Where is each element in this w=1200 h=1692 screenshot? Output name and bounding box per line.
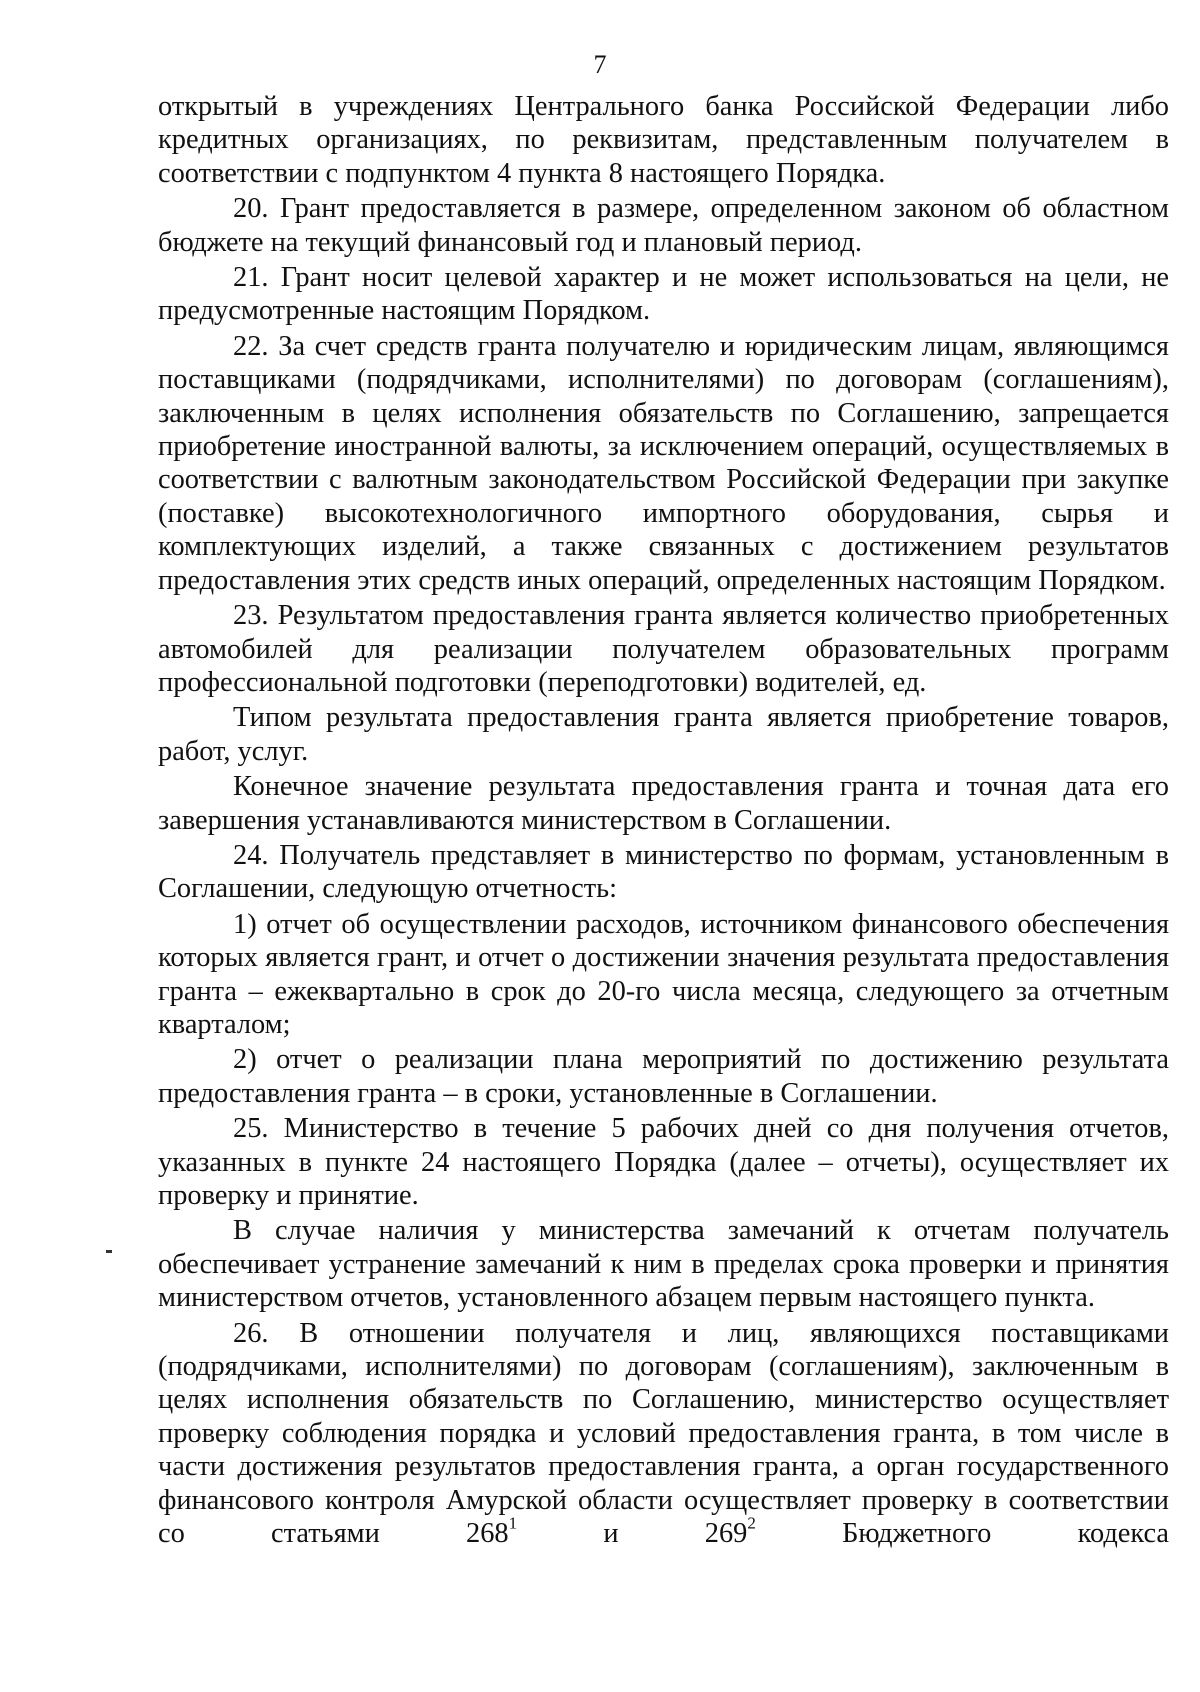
document-body — [158, 90, 1169, 1552]
paragraph-25: 25. Министерство в течение 5 рабочих дней со дня получения отчетов, указанных в пункте 24 настоящего Порядка (далее – отчеты), осуществляет их проверку и принятие. — [158, 1113, 1169, 1211]
superscript-1: 1 — [508, 1513, 518, 1533]
paragraph-26-text-mid: и 269 — [517, 1518, 748, 1550]
paragraph-21: 21. Грант носит целевой характер и не может использоваться на цели, не предусмотренные настоящим Порядком. — [158, 262, 1169, 327]
paragraph-continuation: открытый в учреждениях Центрального банка Российской Федерации либо кредитных организациях, по реквизитам, представленным получателем в соответствии с подпунктом 4 пункта 8 настоящего Порядка. — [158, 91, 1169, 189]
margin-mark — [106, 1250, 112, 1253]
paragraph-26-text-end: Бюджетного кодекса — [755, 1518, 1170, 1550]
paragraph-22: 22. За счет средств гранта получателю и юридическим лицам, являющимся поставщиками (подрядчиками, исполнителями) по договорам (соглашениям), заключенным в целях исполнения обязательств по Соглашению, запрещается приобретение иностранной валюты, за исключением операций, осуществляемых в соответствии с валютным законодательством Российской Федерации при закупке (поставке) высокотехнологичного импортного оборудования, сырья и комплектующих изделий, а также связанных с достижением результатов предоставления этих средств иных операций, определенных настоящим Порядком. — [158, 330, 1169, 596]
paragraph-26 — [158, 1317, 1169, 1551]
list-item-2: 2) отчет о реализации плана мероприятий по достижению результата предоставления гранта – в сроки, установленные в Соглашении. — [158, 1044, 1169, 1109]
superscript-2: 2 — [747, 1513, 756, 1533]
paragraph-remarks: В случае наличия у министерства замечаний к отчетам получатель обеспечивает устранение замечаний к ним в пределах срока проверки и принятия министерством отчетов, установленного абзацем первым настоящего пункта. — [158, 1215, 1169, 1314]
paragraph-result-value: Конечное значение результата предоставления гранта и точная дата его завершения устанавливаются министерством в Соглашении. — [158, 771, 1169, 836]
paragraph-24: 24. Получатель представляет в министерство по формам, установленным в Соглашении, следующую отчетность: — [158, 839, 1169, 905]
paragraph-result-type: Типом результата предоставления гранта является приобретение товаров, работ, услуг. — [158, 702, 1169, 767]
paragraph-20: 20. Грант предоставляется в размере, определенном законом об областном бюджете на текущий финансовый год и плановый период. — [158, 193, 1169, 258]
paragraph-26-text: 26. В отношении получателя и лиц, являющихся поставщиками (подрядчиками, исполнителями) по договорам (соглашениям), заключенным в целях исполнения обязательств по Соглашению, министерство осуществляет проверку соблюдения порядка и условий предоставления гранта, в том числе в части достижения результатов предоставления гранта, а орган государственного финансового контроля Амурской области осуществляет проверку в соответствии со статьями 268 — [158, 1317, 1169, 1550]
page-number: 7 — [593, 50, 607, 79]
list-item-1: 1) отчет об осуществлении расходов, источником финансового обеспечения которых является грант, и отчет о достижении значения результата предоставления гранта – ежеквартально в срок до 20-го числа месяца, следующего за отчетным кварталом; — [158, 908, 1169, 1040]
paragraph-23: 23. Результатом предоставления гранта является количество приобретенных автомобилей для реализации получателем образовательных программ профессиональной подготовки (переподготовки) водителей, ед. — [158, 600, 1169, 698]
